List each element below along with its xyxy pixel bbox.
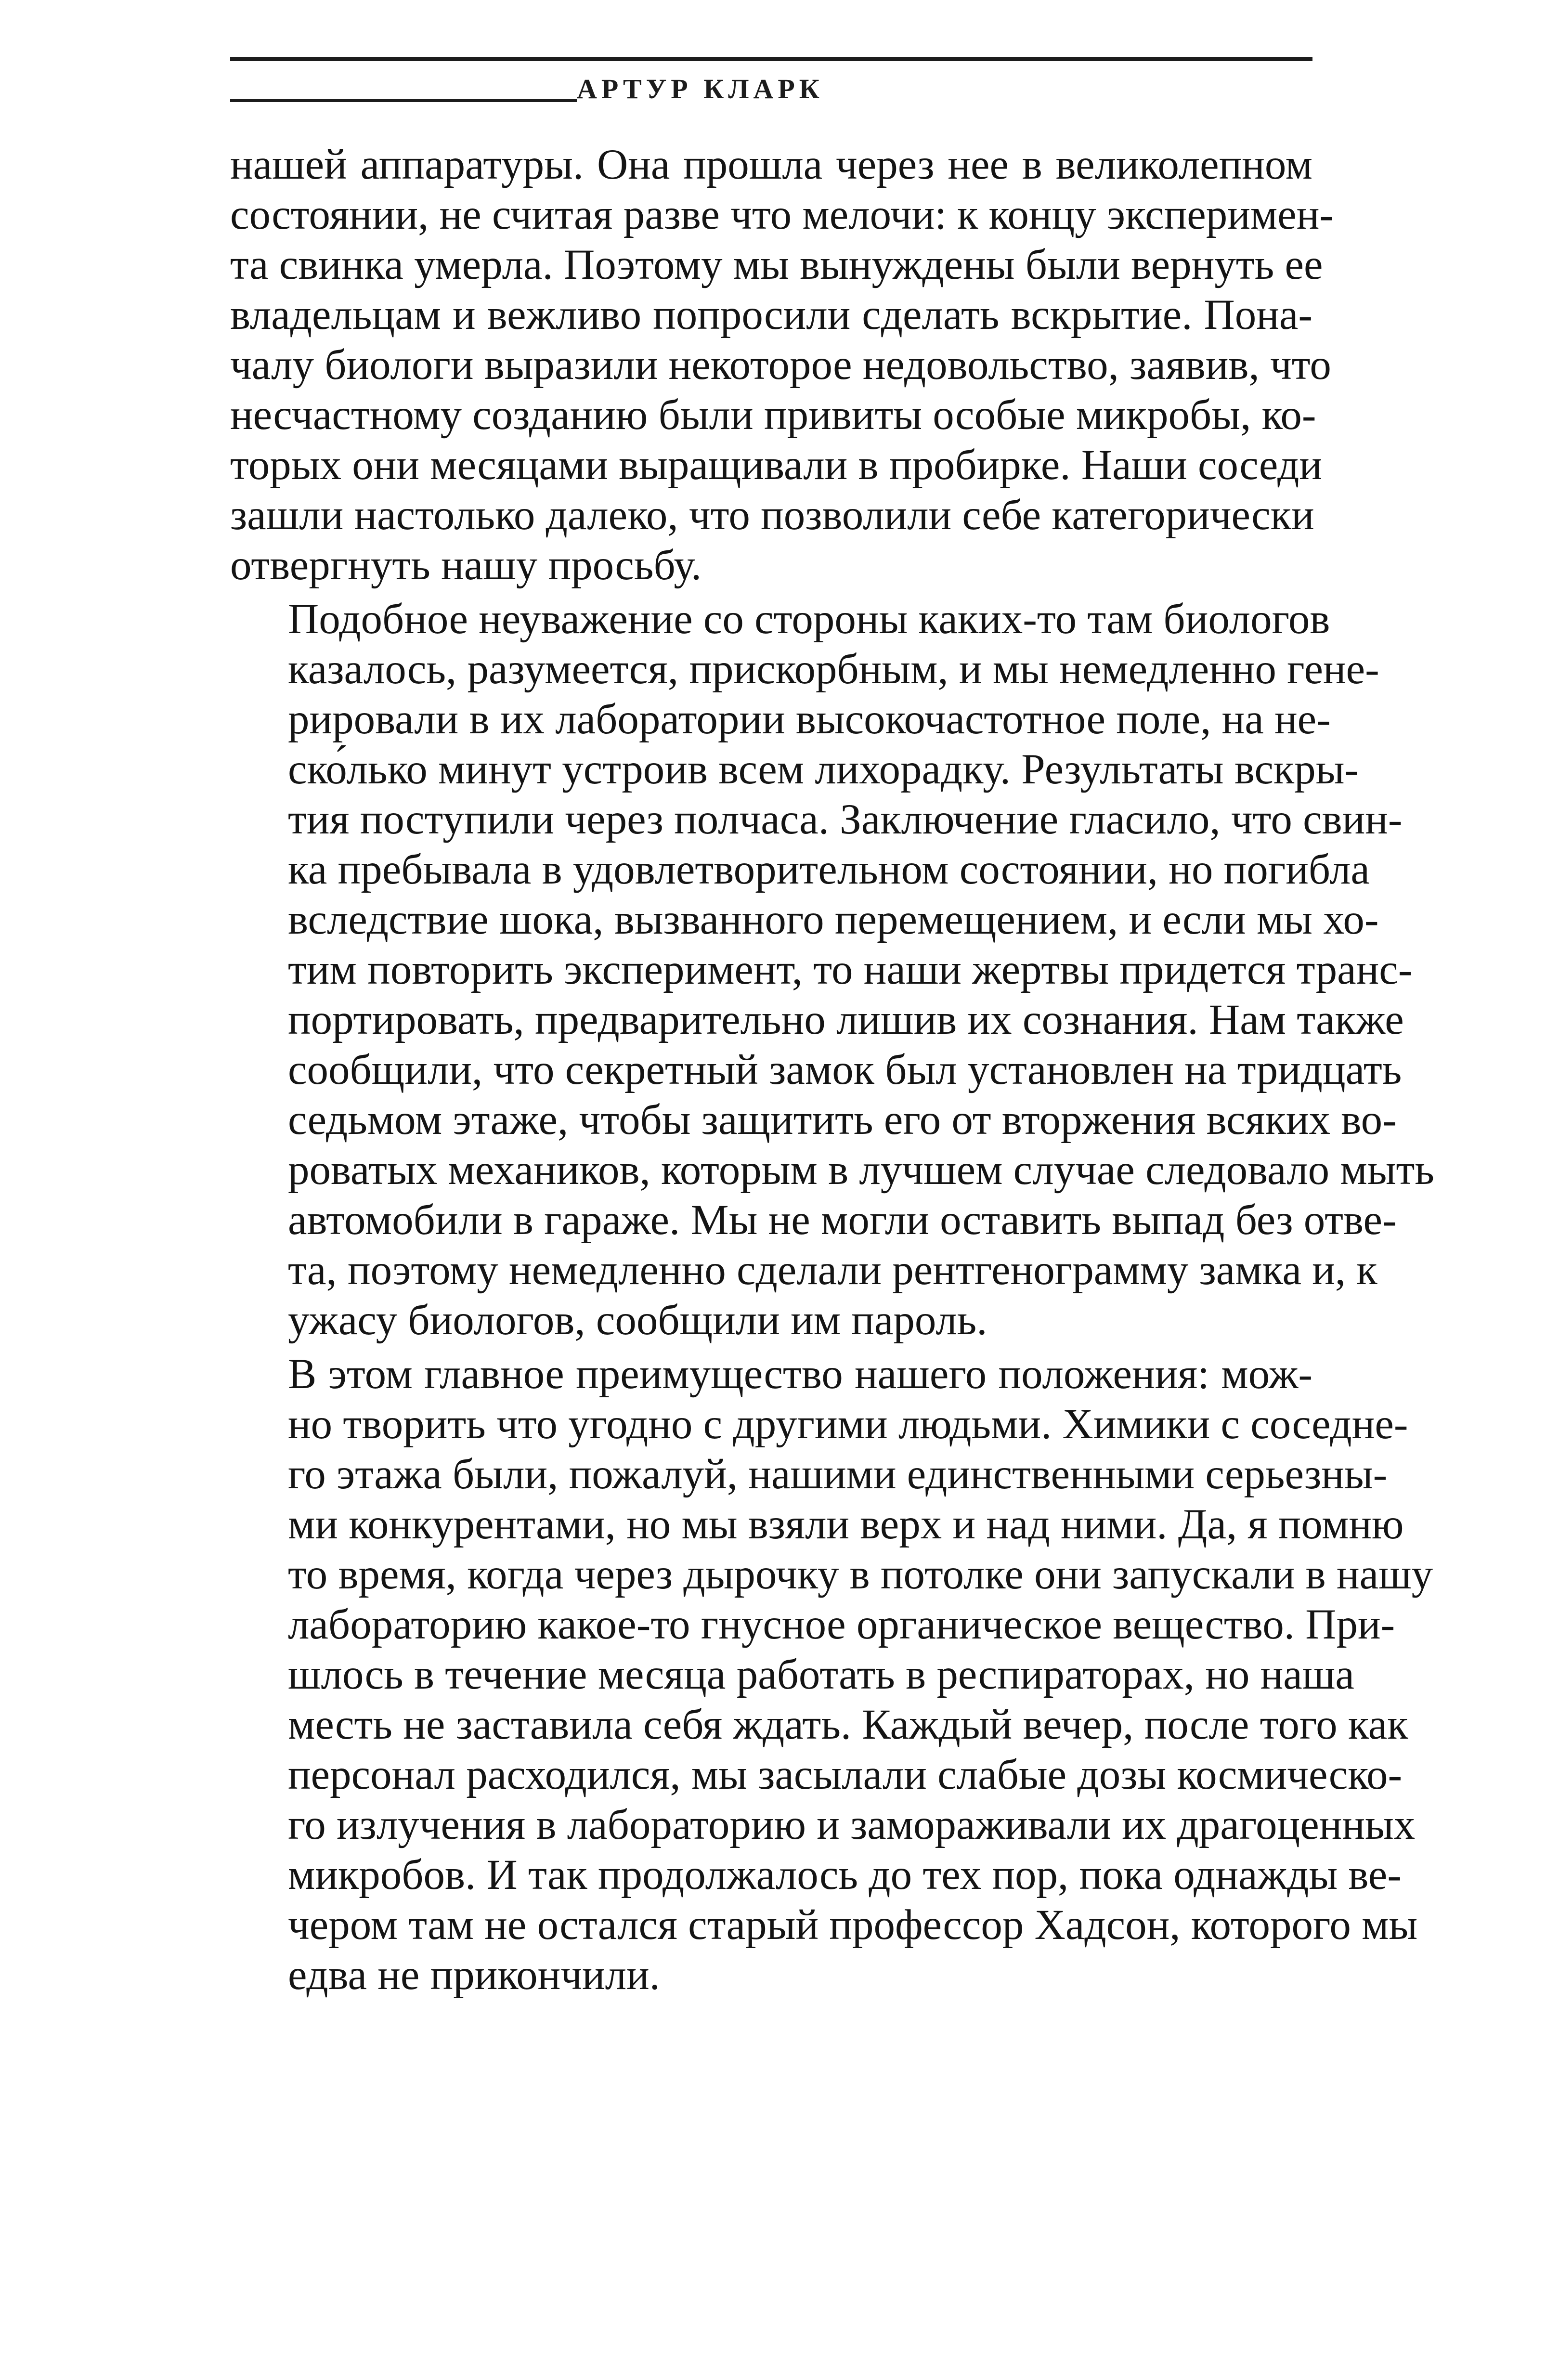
text-line: шлось в течение месяца работать в респираторах, но наша (288, 1651, 1354, 1698)
text-line: В этом главное преимущество нашего положения: мож- (288, 1351, 1312, 1398)
text-line: тия поступили через полчаса. Заключение гласило, что свин- (288, 796, 1403, 843)
page-header (230, 57, 1312, 105)
text-line: рировали в их лаборатории высокочастотное поле, на не- (288, 696, 1331, 743)
text-line: чалу биологи выразили некоторое недовольство, заявив, что (230, 341, 1331, 389)
running-head-author: АРТУР КЛАРК (577, 73, 824, 104)
text-line: торых они месяцами выращивали в пробирке. Наши соседи (230, 442, 1323, 489)
text-line: персонал расходился, мы засылали слабые дозы космическо- (288, 1751, 1403, 1798)
text-line: вследствие шока, вызванного перемещением, и если мы хо- (288, 896, 1379, 943)
text-line: седьмом этаже, чтобы защитить его от вторжения всяких во- (288, 1096, 1397, 1144)
text-line: микробов. И так продолжалось до тех пор, пока однажды ве- (288, 1851, 1402, 1899)
text-line: сообщили, что секретный замок был установлен на тридцать (288, 1046, 1402, 1093)
text-line: нашей аппаратуры. Она прошла через нее в великолепном (230, 141, 1312, 188)
text-line: портировать, предварительно лишив их сознания. Нам также (288, 996, 1404, 1043)
text-line: чером там не остался старый профессор Хадсон, которого мы (288, 1901, 1418, 1949)
header-top-rule (230, 57, 1312, 61)
text-line: то время, когда через дырочку в потолке они запускали в нашу (288, 1551, 1433, 1598)
paragraph-2 (230, 594, 1435, 1345)
paragraph-1 (230, 140, 1334, 590)
text-line: отвергнуть нашу просьбу. (230, 542, 702, 589)
text-line: казалось, разумеется, прискорбным, и мы немедленно гене- (288, 646, 1379, 693)
text-line: едва не прикончили. (288, 1951, 660, 1999)
paragraph-3 (230, 1349, 1433, 2000)
text-line: го излучения в лабораторию и замораживали их драгоценных (288, 1801, 1416, 1848)
text-line: лабораторию какое-то гнусное органическое вещество. При- (288, 1601, 1395, 1648)
header-left-rule (230, 99, 577, 102)
body-text (230, 140, 1435, 2004)
text-line: Подобное неуважение со стороны каких-то там биологов (288, 596, 1330, 643)
text-line: автомобили в гараже. Мы не могли оставить выпад без отве- (288, 1197, 1397, 1244)
text-line: та, поэтому немедленно сделали рентгенограмму замка и, к (288, 1247, 1377, 1294)
text-line: ми конкурентами, но мы взяли верх и над ними. Да, я помню (288, 1501, 1404, 1548)
text-line: состоянии, не считая разве что мелочи: к концу эксперимен- (230, 191, 1334, 238)
text-line: зашли настолько далеко, что позволили себе категорически (230, 492, 1314, 539)
text-line: тим повторить эксперимент, то наши жертвы придется транс- (288, 946, 1413, 993)
text-line: но творить что угодно с другими людьми. Химики с соседне- (288, 1401, 1408, 1448)
text-line: несчастному созданию были привиты особые микробы, ко- (230, 391, 1316, 439)
text-line: роватых механиков, которым в лучшем случае следовало мыть (288, 1146, 1435, 1194)
text-line: ка пребывала в удовлетворительном состоянии, но погибла (288, 846, 1370, 893)
text-line: го этажа были, пожалуй, нашими единственными серьезны- (288, 1451, 1388, 1498)
text-line: та свинка умерла. Поэтому мы вынуждены были вернуть ее (230, 241, 1323, 288)
text-line: владельцам и вежливо попросили сделать вскрытие. Пона- (230, 291, 1312, 338)
text-line: ужасу биологов, сообщили им пароль. (288, 1297, 987, 1344)
text-line: ско́лько минут устроив всем лихорадку. Результаты вскры- (288, 746, 1359, 793)
text-line: месть не заставила себя ждать. Каждый вечер, после того как (288, 1701, 1408, 1748)
